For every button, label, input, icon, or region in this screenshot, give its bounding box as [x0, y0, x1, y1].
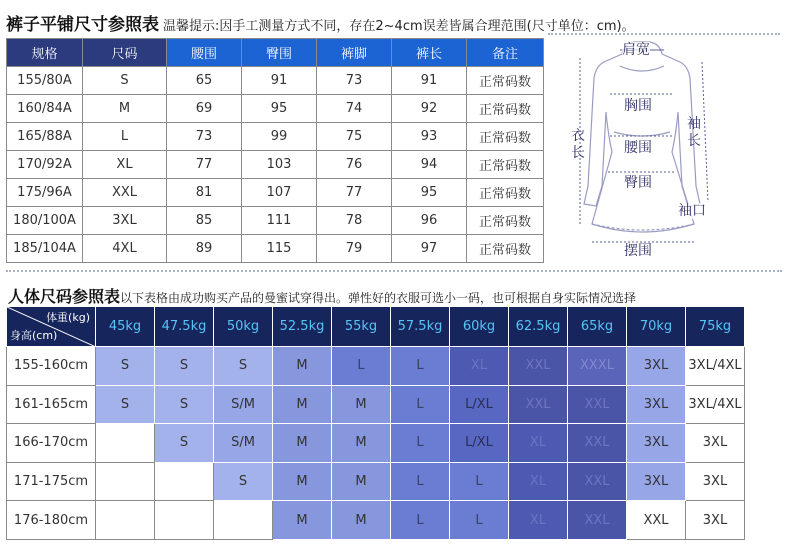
- size-cell: M: [332, 501, 391, 540]
- table-row: [7, 424, 745, 463]
- table-cell: L: [83, 123, 167, 151]
- table-cell: 73: [167, 123, 242, 151]
- size-cell: XL: [509, 424, 568, 463]
- label-hip: 臀围: [624, 175, 652, 191]
- weight-header: 57.5kg: [391, 307, 450, 347]
- label-waist: 腰围: [624, 140, 652, 156]
- table-cell: 160/84A: [7, 95, 83, 123]
- section-divider: [6, 270, 782, 272]
- weight-header: 50kg: [214, 307, 273, 347]
- table-cell: 97: [392, 235, 467, 263]
- label-hem: 摆围: [624, 243, 652, 259]
- size-cell: 3XL/4XL: [686, 347, 745, 386]
- weight-header: 60kg: [450, 307, 509, 347]
- table-row: [7, 207, 544, 235]
- pants-measure-note: 温馨提示:因手工测量方式不同，存在2~4cm误差皆属合理范围(尺寸单位：cm)。: [163, 19, 635, 34]
- table-cell: 正常码数: [467, 151, 544, 179]
- size-cell: M: [273, 424, 332, 463]
- table-cell: 78: [317, 207, 392, 235]
- table-cell: 正常码数: [467, 235, 544, 263]
- body-table-note: 以下表格由成功购买产品的曼蜜试穿得出。弹性好的衣服可选小一码，也可根据自身实际情况选择: [120, 291, 637, 305]
- weight-header: 47.5kg: [155, 307, 214, 347]
- weight-header: 70kg: [627, 307, 686, 347]
- table-cell: 81: [167, 179, 242, 207]
- table-cell: 155/80A: [7, 67, 83, 95]
- weight-header: 65kg: [568, 307, 627, 347]
- size-cell: [96, 424, 155, 463]
- table-cell: 95: [392, 179, 467, 207]
- table-cell: 正常码数: [467, 207, 544, 235]
- size-cell: M: [273, 385, 332, 424]
- size-cell: L/XL: [450, 385, 509, 424]
- table-cell: 165/88A: [7, 123, 83, 151]
- height-label: 171-175cm: [7, 462, 96, 501]
- size-cell: M: [332, 385, 391, 424]
- table-cell: 180/100A: [7, 207, 83, 235]
- table-cell: 111: [242, 207, 317, 235]
- size-cell: M: [332, 424, 391, 463]
- label-shoulder: 肩宽: [622, 42, 650, 58]
- table-row: [7, 347, 745, 386]
- label-length: 衣长: [571, 128, 585, 161]
- size-cell: S: [155, 385, 214, 424]
- table-cell: 175/96A: [7, 179, 83, 207]
- size-cell: [96, 501, 155, 540]
- table-header-row: [7, 39, 544, 67]
- table-cell: 99: [242, 123, 317, 151]
- size-cell: L/XL: [450, 424, 509, 463]
- size-cell: XXL: [568, 462, 627, 501]
- table-row: [7, 151, 544, 179]
- size-cell: S: [214, 462, 273, 501]
- table-cell: 91: [242, 67, 317, 95]
- size-cell: XXL: [568, 501, 627, 540]
- table-cell: 75: [317, 123, 392, 151]
- divider: [548, 33, 780, 35]
- table-cell: 77: [167, 151, 242, 179]
- body-size-table: [6, 306, 745, 540]
- size-cell: 3XL/4XL: [686, 385, 745, 424]
- size-cell: XL: [450, 347, 509, 386]
- table-row: [7, 462, 745, 501]
- table-cell: 93: [392, 123, 467, 151]
- size-cell: L: [391, 462, 450, 501]
- size-cell: [155, 462, 214, 501]
- table-cell: 103: [242, 151, 317, 179]
- height-label: 166-170cm: [7, 424, 96, 463]
- header-remark: 备注: [467, 39, 544, 67]
- pants-size-table: [6, 38, 544, 263]
- size-cell: M: [273, 501, 332, 540]
- size-cell: L: [391, 501, 450, 540]
- size-cell: L: [332, 347, 391, 386]
- table-row: [7, 95, 544, 123]
- table-cell: 76: [317, 151, 392, 179]
- weight-header: 75kg: [686, 307, 745, 347]
- size-cell: L: [391, 385, 450, 424]
- body-size-header: [8, 284, 636, 307]
- weight-header: 52.5kg: [273, 307, 332, 347]
- table-cell: 正常码数: [467, 179, 544, 207]
- header-spec: 规格: [7, 39, 83, 67]
- size-cell: 3XL: [627, 424, 686, 463]
- size-cell: S: [96, 347, 155, 386]
- table-row: [7, 123, 544, 151]
- table-cell: M: [83, 95, 167, 123]
- height-label: 155-160cm: [7, 347, 96, 386]
- corner-cell: [7, 307, 96, 347]
- size-cell: 3XL: [627, 347, 686, 386]
- height-label: 161-165cm: [7, 385, 96, 424]
- label-chest: 胸围: [624, 98, 652, 114]
- table-cell: 96: [392, 207, 467, 235]
- table-row: [7, 501, 745, 540]
- header-leg-opening: 裤脚: [317, 39, 392, 67]
- size-cell: L: [450, 501, 509, 540]
- size-cell: [96, 462, 155, 501]
- pants-table-title: 裤子平铺尺寸参照表: [6, 15, 159, 35]
- table-cell: 79: [317, 235, 392, 263]
- size-cell: 3XL: [627, 462, 686, 501]
- size-cell: 3XL: [627, 385, 686, 424]
- size-cell: XXL: [568, 424, 627, 463]
- table-cell: 170/92A: [7, 151, 83, 179]
- header-hip: 臀围: [242, 39, 317, 67]
- size-cell: [214, 501, 273, 540]
- size-cell: L: [391, 424, 450, 463]
- weight-header: 45kg: [96, 307, 155, 347]
- size-cell: M: [273, 462, 332, 501]
- measurement-figure: [562, 36, 722, 262]
- weight-header: 55kg: [332, 307, 391, 347]
- table-cell: XXL: [83, 179, 167, 207]
- size-cell: S: [155, 347, 214, 386]
- table-cell: 89: [167, 235, 242, 263]
- size-cell: 3XL: [686, 424, 745, 463]
- table-cell: 107: [242, 179, 317, 207]
- table-cell: 69: [167, 95, 242, 123]
- table-cell: 77: [317, 179, 392, 207]
- table-cell: XL: [83, 151, 167, 179]
- label-sleeve: 袖长: [687, 116, 701, 149]
- table-cell: 65: [167, 67, 242, 95]
- weight-header: 62.5kg: [509, 307, 568, 347]
- table-cell: 正常码数: [467, 95, 544, 123]
- table-row: [7, 385, 745, 424]
- size-cell: XXXL: [568, 347, 627, 386]
- table-row: [7, 67, 544, 95]
- size-cell: S: [96, 385, 155, 424]
- size-cell: XXL: [627, 501, 686, 540]
- header-length: 裤长: [392, 39, 467, 67]
- size-cell: [155, 501, 214, 540]
- size-cell: 3XL: [686, 462, 745, 501]
- table-cell: 正常码数: [467, 67, 544, 95]
- size-cell: XL: [509, 462, 568, 501]
- table-cell: 185/104A: [7, 235, 83, 263]
- table-row: [7, 179, 544, 207]
- table-cell: 正常码数: [467, 123, 544, 151]
- size-cell: XXL: [568, 385, 627, 424]
- size-cell: S: [155, 424, 214, 463]
- size-cell: L: [450, 462, 509, 501]
- pants-size-header: [6, 10, 635, 34]
- table-cell: S: [83, 67, 167, 95]
- label-cuff: 袖口: [678, 203, 706, 219]
- table-cell: 94: [392, 151, 467, 179]
- table-cell: 85: [167, 207, 242, 235]
- size-cell: 3XL: [686, 501, 745, 540]
- table-cell: 91: [392, 67, 467, 95]
- height-label: 176-180cm: [7, 501, 96, 540]
- table-cell: 115: [242, 235, 317, 263]
- table-cell: 92: [392, 95, 467, 123]
- table-cell: 73: [317, 67, 392, 95]
- size-cell: XL: [509, 501, 568, 540]
- weight-axis-label: 体重(kg): [46, 311, 90, 324]
- header-waist: 腰围: [167, 39, 242, 67]
- table-cell: 95: [242, 95, 317, 123]
- size-cell: XXL: [509, 385, 568, 424]
- size-cell: XXL: [509, 347, 568, 386]
- weight-header-row: [7, 307, 745, 347]
- header-size: 尺码: [83, 39, 167, 67]
- table-cell: 3XL: [83, 207, 167, 235]
- height-axis-label: 身高(cm): [10, 329, 58, 342]
- table-row: [7, 235, 544, 263]
- body-table-title: 人体尺码参照表: [8, 287, 121, 306]
- table-cell: 4XL: [83, 235, 167, 263]
- size-cell: S: [214, 347, 273, 386]
- table-cell: 74: [317, 95, 392, 123]
- size-cell: L: [391, 347, 450, 386]
- size-cell: S/M: [214, 424, 273, 463]
- size-cell: M: [332, 462, 391, 501]
- size-cell: M: [273, 347, 332, 386]
- size-cell: S/M: [214, 385, 273, 424]
